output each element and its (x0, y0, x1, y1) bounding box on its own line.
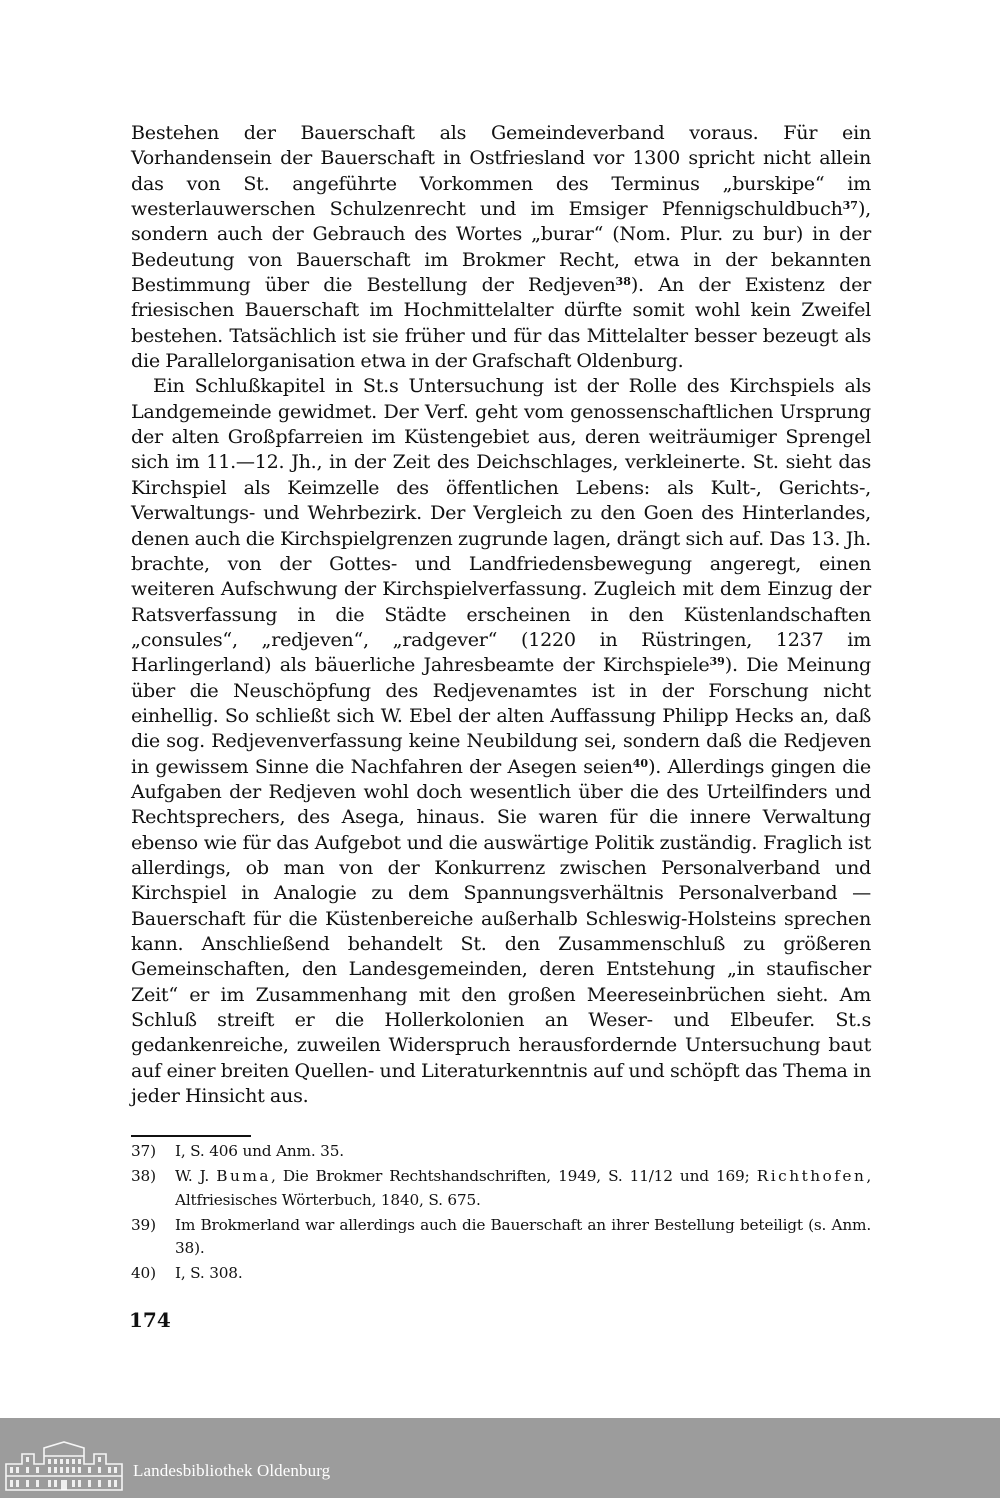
text-run: ), sondern auch der Gebrauch des Wortes „burar“ (Nom. Plur. zu bur) in der Bedeutung von Bauerschaft im Brokmer Recht, etwa in der bekannten Bestimmung über die Bestellung der Redjeven (131, 197, 871, 297)
paragraph (131, 373, 871, 1108)
library-name: Landesbibliothek Oldenburg (133, 1461, 331, 1480)
footnote (131, 1165, 871, 1212)
text-run: , Altfriesisches Wörterbuch, 1840, S. 675. (175, 1167, 872, 1209)
footnote (131, 1262, 871, 1285)
footnote (131, 1214, 871, 1261)
footnote-text (175, 1165, 871, 1212)
footnote-reference: 37 (842, 199, 858, 213)
author-name: Richthofen (756, 1167, 867, 1186)
footnote-number: 39) (131, 1215, 156, 1234)
footnote (131, 1140, 871, 1163)
text-run: Ein Schlußkapitel in St.s Untersuchung ist der Rolle des Kirchspiels als Landgemeinde gewidmet. Der Verf. geht vom genossenschaftlichen Ursprung der alten Großpfarreien im Küstengebiet aus, deren weiträumiger Sprengel sich im 11.—12. Jh., in der Zeit des Deichschlages, verkleinerte. St. sieht das Kirchspiel als Keimzelle des öffentlichen Lebens: als Kult-, Gerichts-, Verwaltungs- und Wehrbezirk. Der Vergleich zu den Goen des Hinterlandes, denen auch die Kirchspielgrenzen zugrunde lagen, drängt sich auf. Das 13. Jh. brachte, von der Gottes- und Landfriedensbewegung angeregt, einen weiteren Aufschwung der Kirchspielverfassung. Zugleich mit dem Einzug der Ratsverfassung in die Städte erscheinen in den Küstenlandschaften „consules“, „redjeven“, „radgever“ (1220 in Rüstringen, 1237 im Harlingerland) als bäuerliche Jahresbeamte der Kirchspiele (131, 374, 871, 677)
text-run: I, S. 308. (175, 1264, 243, 1283)
footnote-number: 37) (131, 1142, 156, 1160)
text-run: ). Allerdings gingen die Aufgaben der Redjeven wohl doch wesentlich über die des Urteilfinders und Rechtsprechers, des Asega, hinaus. Sie waren für die innere Verwaltung ebenso wie für das Aufgebot und die auswärtige Politik zuständig. Fraglich ist allerdings, ob man von der Konkurrenz zwischen Personalverband und Kirchspiel in Analogie zu dem Spannungsverhältnis Personalverband — Bauerschaft für die Küstenbereiche außerhalb Schleswig-Holsteins sprechen kann. Anschließend behandelt St. den Zusammenschluß zu größeren Gemeinschaften, den Landesgemeinden, deren Entstehung „in staufischer Zeit“ er im Zusammenhang mit den großen Meereseinbrüchen sieht. Am Schluß streift er die Hollerkolonien an Weser- und Elbeufer. St.s gedankenreiche, zuweilen Widerspruch herausfordernde Untersuchung baut auf einer breiten Quellen- und Literaturkenntnis auf und schöpft das Thema in jeder Hinsicht aus. (131, 754, 871, 1108)
body-text (131, 120, 871, 1108)
page-number: 174 (129, 1308, 171, 1332)
text-run: , Die Brokmer Rechtshandschriften, 1949, S. 11/12 und 169; (271, 1167, 757, 1186)
footnote-text (175, 1140, 871, 1163)
footnote-reference: 40 (632, 756, 649, 770)
text-run: ). An der Existenz der friesischen Bauerschaft im Hochmittelalter dürfte somit wohl kein Zweifel bestehen. Tatsächlich ist sie früher und für das Mittelalter besser bezeugt als die Parallelorganisation etwa in der Grafschaft Oldenburg. (131, 273, 871, 373)
text-run: ). Die Meinung über die Neuschöpfung des Redjevenamtes ist in der Forschung nicht einhellig. So schließt sich W. Ebel der alten Auffassung Philipp Hecks an, daß die sog. Redjevenverfassung keine Neubildung sei, sondern daß die Redjeven in gewissem Sinne die Nachfahren der Asegen seien (131, 653, 871, 778)
text-run: Bestehen der Bauerschaft als Gemeindeverband voraus. Für ein Vorhandensein der Bauerschaft in Ostfriesland vor 1300 spricht nicht allein das von St. angeführte Vorkommen des Terminus „burskipe“ im westerlauwerschen Schulzenrecht und im Emsiger Pfennigschuldbuch (131, 121, 871, 221)
footnotes (131, 1140, 871, 1288)
footnote-number: 40) (131, 1264, 156, 1283)
footnote-text (175, 1214, 871, 1261)
footnote-text (175, 1262, 871, 1285)
author-name: Buma (216, 1167, 271, 1186)
footnote-reference: 39 (709, 655, 725, 669)
footnote-reference: 38 (615, 275, 631, 289)
text-run: W. J. (175, 1167, 217, 1186)
library-building-icon (4, 1440, 124, 1492)
footnote-separator (131, 1135, 251, 1137)
text-run: Im Brokmerland war allerdings auch die Bauerschaft an ihrer Bestellung beteiligt (s. Anm. 38). (175, 1215, 871, 1258)
library-banner (0, 1418, 1000, 1498)
text-run: I, S. 406 und Anm. 35. (175, 1142, 344, 1160)
footnote-number: 38) (131, 1167, 156, 1186)
paragraph (131, 120, 871, 373)
